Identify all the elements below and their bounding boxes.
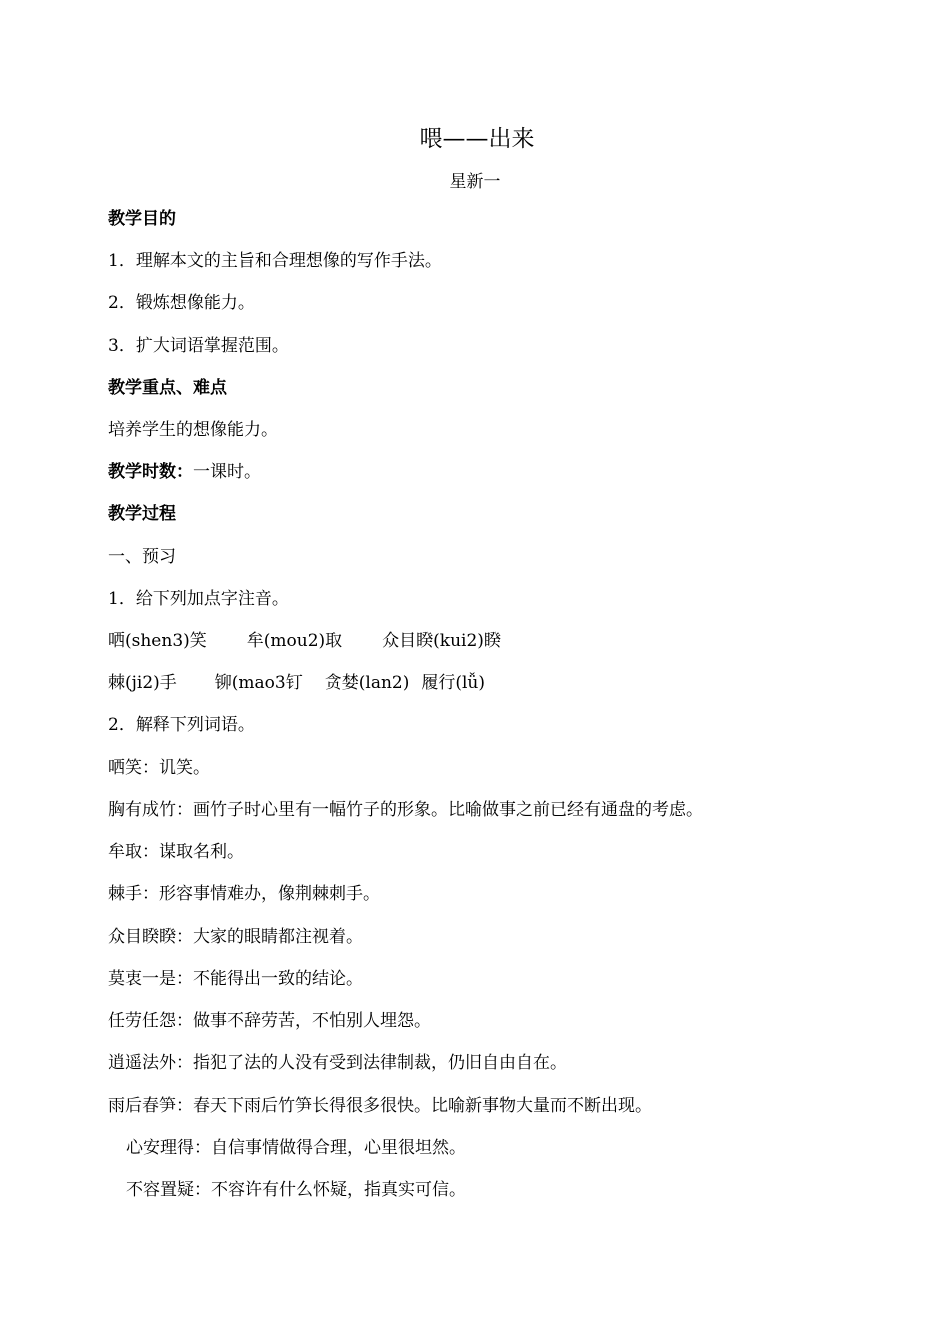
definition-term: 哂笑 [108, 758, 142, 778]
definition-separator: ： [142, 842, 159, 862]
definition-separator: ： [176, 800, 193, 820]
definition-separator: ： [142, 758, 159, 778]
definition-meaning: 自信事情做得合理，心里很坦然。 [211, 1138, 466, 1158]
definition-term: 众目睽睽 [108, 927, 176, 947]
key-points-heading: 教学重点、难点 [108, 378, 227, 398]
definition-term: 棘手 [108, 884, 142, 904]
definition-item [126, 1178, 466, 1202]
author-name: 星新一 [449, 172, 501, 192]
definition-meaning: 春天下雨后竹笋长得很多很快。比喻新事物大量而不断出现。 [193, 1096, 652, 1116]
teaching-hours [108, 460, 261, 484]
pinyin-item: 履行(lǚ) [421, 673, 486, 693]
definition-separator: ： [176, 1011, 193, 1031]
teaching-hours-label: 教学时数： [108, 462, 193, 482]
definition-meaning: 不容许有什么怀疑，指真实可信。 [211, 1180, 466, 1200]
pinyin-item: 贪婪(lan2) [324, 673, 410, 693]
definition-separator: ： [194, 1138, 211, 1158]
definition-term: 心安理得 [126, 1138, 194, 1158]
goal-item-3: 3．扩大词语掌握范围。 [108, 336, 289, 356]
definition-item [108, 756, 210, 780]
definition-separator: ： [176, 1053, 193, 1073]
process-heading: 教学过程 [108, 504, 176, 524]
definition-term: 逍遥法外 [108, 1053, 176, 1073]
definition-term: 任劳任怨 [108, 1011, 176, 1031]
goal-item-1: 1．理解本文的主旨和合理想像的写作手法。 [108, 251, 442, 271]
definition-meaning: 大家的眼睛都注视着。 [193, 927, 363, 947]
task-pinyin: 1．给下列加点字注音。 [108, 589, 289, 609]
definition-item [108, 798, 703, 822]
pinyin-item: 众目睽(kui2)睽 [382, 631, 501, 651]
definition-meaning: 讥笑。 [159, 758, 210, 778]
definition-item [126, 1136, 466, 1160]
section-preview: 一、预习 [108, 547, 176, 567]
definition-separator: ： [176, 927, 193, 947]
goals-heading: 教学目的 [108, 209, 176, 229]
definition-item [108, 925, 363, 949]
goal-item-2: 2．锻炼想像能力。 [108, 293, 255, 313]
definition-meaning: 画竹子时心里有一幅竹子的形象。比喻做事之前已经有通盘的考虑。 [193, 800, 703, 820]
definition-term: 牟取 [108, 842, 142, 862]
definition-item [108, 1051, 567, 1075]
definition-item [108, 1094, 652, 1118]
definition-term: 不容置疑 [126, 1180, 194, 1200]
pinyin-item: 牟(mou2)取 [246, 631, 343, 651]
definition-meaning: 形容事情难办，像荆棘刺手。 [159, 884, 380, 904]
definition-separator: ： [176, 969, 193, 989]
pinyin-item: 铆(mao3钉 [214, 673, 303, 693]
task-definitions: 2．解释下列词语。 [108, 715, 255, 735]
definition-item [108, 840, 244, 864]
definition-term: 莫衷一是 [108, 969, 176, 989]
definition-separator: ： [142, 884, 159, 904]
key-points-text: 培养学生的想像能力。 [108, 420, 278, 440]
definition-meaning: 指犯了法的人没有受到法律制裁，仍旧自由自在。 [193, 1053, 567, 1073]
pinyin-row-1 [108, 629, 501, 653]
pinyin-item: 哂(shen3)笑 [108, 631, 207, 651]
pinyin-row-2 [108, 671, 485, 695]
definition-item [108, 1009, 431, 1033]
definition-meaning: 谋取名利。 [159, 842, 244, 862]
document-title: 喂——出来 [419, 126, 535, 152]
definition-item [108, 882, 380, 906]
definition-separator: ： [194, 1180, 211, 1200]
definition-term: 胸有成竹 [108, 800, 176, 820]
definition-separator: ： [176, 1096, 193, 1116]
definition-term: 雨后春笋 [108, 1096, 176, 1116]
definition-meaning: 不能得出一致的结论。 [193, 969, 363, 989]
definition-item [108, 967, 363, 991]
pinyin-item: 棘(ji2)手 [108, 673, 177, 693]
teaching-hours-value: 一课时。 [193, 462, 261, 482]
definition-meaning: 做事不辞劳苦，不怕别人埋怨。 [193, 1011, 431, 1031]
